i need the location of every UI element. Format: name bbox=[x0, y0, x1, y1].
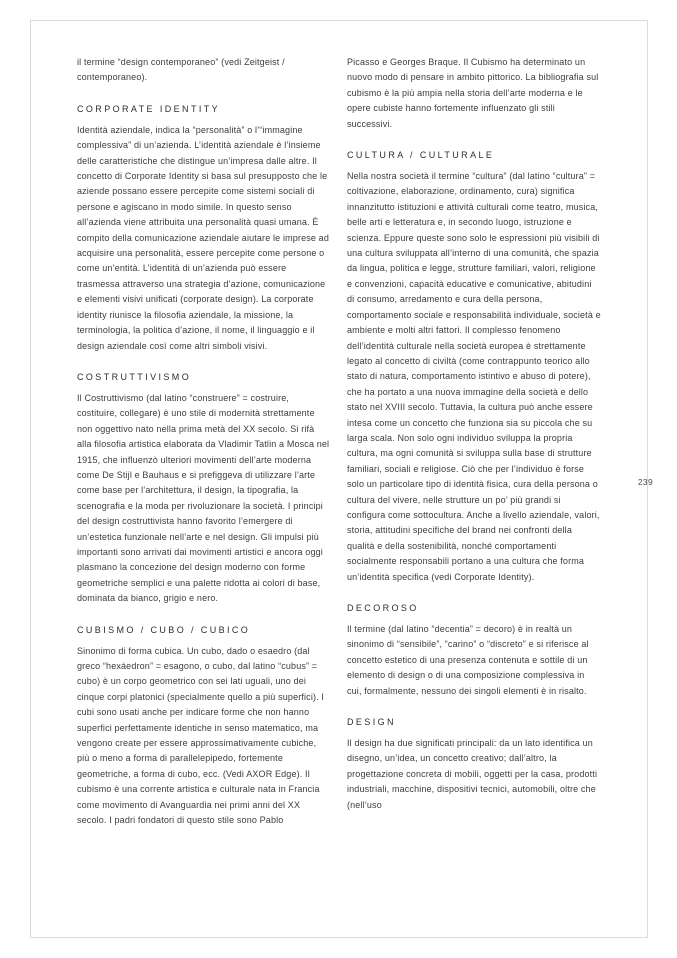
section-heading-cultura: CULTURA / CULTURALE bbox=[347, 150, 495, 161]
section-body-cubismo: Sinonimo di forma cubica. Un cubo, dado o esaedro (dal greco “hexáedron” = esagono, o cubo, dal latino “cubus” = cubo) è un corpo geometrico con sei lati uguali, uno dei cinque corpi platonici (specialmente quello a più superfici). I cubi sono usati anche per indicare forme che non hanno superfici perfettamente identiche in senso matematico, ma vengono create per essere approssimativamente cubiche, più o meno a forma di parallelepipedo, fortemente geometriche, a forma di cubo, ecc. (Vedi AXOR Edge). Il cubismo è una corrente artistica e culturale nata in Francia come movimento di Avanguardia nei primi anni del XX secolo. I padri fondatori di questo stile sono Pablo bbox=[77, 645, 325, 826]
section-heading-cubismo: CUBISMO / CUBO / CUBICO bbox=[77, 624, 251, 635]
section-body-decoroso: Il termine (dal latino “decentia” = decoro) è in realtà un sinonimo di “sensibile”, “carino” o “discreto” e si riferisce al concetto estetico di una presenza contenuta e sottile di un elemento di design o di una composizione complessiva in cui, formalmente, nessuno dei singoli elementi è in risalto. bbox=[347, 624, 589, 696]
page-number: 239 bbox=[637, 477, 653, 487]
left-column bbox=[77, 55, 331, 828]
section-heading-design: DESIGN bbox=[347, 717, 396, 728]
section-body-costruttivismo: Il Costruttivismo (dal latino “construere” = costruire, costituire, collegare) è uno stile di modernità strettamente non oggettivo nato nella prima metà del XX secolo. Si rifà alla filosofia artistica elaborata da Vladimir Tatlin a Mosca nel 1915, che influenzò ulteriori movimenti dell’arte moderna come De Stijl e Bauhaus e si prefiggeva di utilizzare l’arte come base per l’architettura, il design, la tipografia, la scenografia e la moda per rivoluzionare la società. I principi del design costruttivista hanno favorito l’emergere di un’estetica funzionale nell’arte e nel design. Gli impulsi più importanti sono arrivati dai movimenti artistici e ancora oggi plasmano la concezione del design moderno con forme geometriche semplici e una palette ridotta ai colori di base, dominata da bianco, grigio e nero. bbox=[77, 392, 330, 604]
continuation-paragraph: Picasso e Georges Braque. Il Cubismo ha determinato un nuovo modo di pensare in ambito pittorico. La bibliografia sul cubismo è la più ampia nella storia dell’arte moderna e le opere cubiste hanno fortemente influenzato gli stili successivi. bbox=[347, 57, 599, 129]
section-body-corporate-identity: Identità aziendale, indica la “personalità” o l’“immagine complessiva” di un’azienda. L’identità aziendale è l’insieme delle caratteristiche che distingue un’impresa dalle altre. Il concetto di Corporate Identity si basa sul presupposto che le aziende possano essere percepite come sistemi sociali di persone e agiscano in modo simile. In questo senso all’azienda viene attribuita una personalità quasi umana. È compito della comunicazione aziendale aiutare le imprese ad acquisire una personalità, essere percepite come persone o come un’entità. L’identità di un’azienda può essere trasmessa attraverso una strategia d’azione, comunicazione e elementi visivi unificati (corporate design). La corporate identity riunisce la filosofia aziendale, la missione, la terminologia, la politica d’azione, il nome, il linguaggio e il design aziendale così come altri simboli visivi. bbox=[77, 124, 329, 351]
section-heading-decoroso: DECOROSO bbox=[347, 603, 419, 613]
glossary-page-content bbox=[77, 55, 601, 828]
right-column bbox=[347, 55, 601, 828]
intro-paragraph: il termine “design contemporaneo” (vedi Zeitgeist / contemporaneo). bbox=[77, 57, 285, 83]
section-heading-corporate-identity: CORPORATE IDENTITY bbox=[77, 103, 221, 114]
section-body-cultura: Nella nostra società il termine “cultura” (dal latino “cultura” = coltivazione, elaborazione, ordinamento, cura) significa innanzitutto istituzioni e attività culturali come teatro, musica, belle arti e letteratura e, in secondo luogo, istruzione e scienza. Eppure queste sono solo le espressioni più visibili di una cultura sviluppata all’interno di una comunità, che spazia da lingua, politica e legge, strutture familiari, valori, religione e convenzioni, capacità educative e comunicative, abitudini di consumo, arredamento e cura della persona, comportamento sociale e responsabilità individuale, società e ambiente e molti altri fattori. Il complesso fenomeno dell’identità culturale nella società europea è strettamente legato al concetto di civiltà (come contrappunto teorico allo stato di natura, comportamento istintivo e abuso di potere), che ha portato a una nuova immagine della società e dello stato nel XVIII secolo. Tuttavia, la cultura può anche essere intesa come un concetto che funziona sia su piccola che su larga scala. Non solo ogni individuo sviluppa la propria cultura, ma ogni comunità si sviluppa sulla base di strutture familiari, sociali e religiose. Ciò che per l’individuo è forse solo un particolare tipo di identità fisica, cura della persona o cultura del vivere, nelle strutture un po’ più grandi si configura come sottocultura. Anche a livello aziendale, valori, storia, attitudini specifiche del brand nei confronti della qualità e della sostenibilità, nonché comportamenti socialmente responsabili portano a una cultura che forma un’identità specifica (vedi Corporate Identity). bbox=[347, 171, 601, 582]
section-heading-costruttivismo: COSTRUTTIVISMO bbox=[77, 371, 192, 382]
section-body-design: Il design ha due significati principali: da un lato identifica un disegno, un’idea, un concetto creativo; dall’altro, la progettazione concreta di mobili, oggetti per la casa, prodotti industriali, macchine, dispositivi tecnici, automobili, oltre che (nell’uso bbox=[347, 738, 598, 810]
